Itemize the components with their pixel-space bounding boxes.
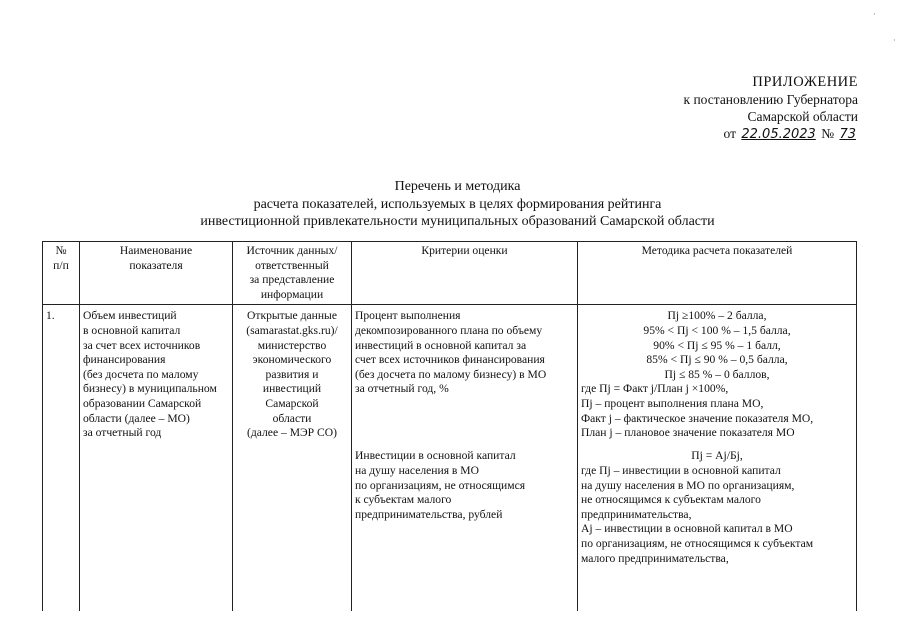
appendix-block — [684, 74, 858, 143]
text-line: Пj – процент выполнения плана МО, — [581, 396, 764, 410]
number-sign: № — [821, 126, 835, 141]
text-line: Инвестиции в основной капитал — [355, 449, 516, 463]
appendix-heading: ПРИЛОЖЕНИЕ — [752, 74, 858, 90]
date-prefix: от — [723, 126, 736, 141]
handwritten-number: 73 — [839, 127, 856, 142]
text-line: по организациям, не относящимся к субъектам — [581, 536, 814, 550]
text-line: № — [55, 244, 67, 257]
text-line: План j – плановое значение показателя МО — [581, 426, 795, 440]
method-text — [578, 305, 857, 446]
title-line: расчета показателей, используемых в целях формирования рейтинга — [253, 196, 662, 212]
header-indicator-name — [80, 242, 233, 305]
text-line: информации — [260, 287, 324, 301]
text-line: Процент выполнения — [355, 309, 461, 323]
appendix-line: Самарской области — [747, 109, 858, 124]
data-source — [233, 305, 352, 446]
text-line: 90% < Пj ≤ 95 % – 1 балл, — [653, 338, 781, 352]
method-text — [578, 445, 857, 611]
text-line: к субъектам малого — [355, 493, 452, 507]
criteria-text — [352, 445, 578, 611]
text-line: Критерии оценки — [421, 244, 508, 257]
text-line: Объем инвестиций — [83, 309, 177, 323]
text-line: Открытые данные — [247, 309, 337, 323]
text-line: инвестиций — [262, 382, 322, 396]
text-line: Факт j – фактическое значение показателя МО, — [581, 411, 814, 425]
indicators-table — [42, 241, 857, 611]
text-line: декомпозированного плана по объему — [355, 323, 543, 337]
method-definitions — [581, 464, 853, 566]
text-line: Источник данных/ — [246, 244, 338, 257]
indicator-name — [80, 305, 233, 446]
method-formula — [581, 449, 853, 464]
appendix-date-line — [684, 125, 858, 143]
text-line: где Пj = Факт j/План j ×100%, — [581, 382, 729, 396]
method-definitions — [581, 382, 853, 440]
text-line: Аj – инвестиции в основной капитал в МО — [581, 522, 793, 536]
text-line: счет всех источников финансирования — [355, 353, 545, 367]
text-line: где Пj – инвестиции в основной капитал — [581, 463, 781, 477]
method-scale — [581, 309, 853, 382]
header-data-source — [233, 242, 352, 305]
text-line: инвестиций в основной капитал за — [355, 338, 527, 352]
text-line: предпринимательства, рублей — [355, 507, 503, 521]
text-line: на душу населения в МО по организациям, — [581, 478, 795, 492]
text-line: показателя — [129, 258, 183, 272]
text-line: за представление — [249, 273, 335, 287]
header-criteria — [352, 242, 578, 305]
text-line: Наименование — [119, 244, 193, 257]
title-line: инвестиционной привлекательности муниципальных образований Самарской области — [200, 214, 715, 229]
text-line: (samarastat.gks.ru)/ — [246, 323, 338, 337]
text-line: п/п — [53, 258, 69, 272]
table-row — [43, 305, 857, 446]
document-title — [0, 178, 915, 231]
header-method — [578, 242, 857, 305]
table-row — [43, 445, 857, 611]
scan-speck: · — [893, 36, 896, 45]
text-line: (без досчета по малому бизнесу) в МО — [355, 367, 547, 381]
text-line: развития и — [265, 367, 319, 381]
indicator-name — [80, 445, 233, 611]
text-line: предпринимательства, — [581, 507, 692, 521]
text-line: Методика расчета показателей — [641, 244, 793, 257]
text-line: Пj ≥100% – 2 балла, — [667, 309, 767, 323]
text-line: области — [272, 411, 312, 425]
text-line: финансирования — [83, 353, 166, 367]
row-number: 1. — [43, 305, 80, 446]
text-line: Пj = Аj/Бj, — [691, 449, 743, 463]
text-line: образовании Самарской — [83, 396, 202, 410]
table-header-row — [43, 242, 857, 305]
scan-speck: · — [873, 10, 876, 19]
text-line: 85% < Пj ≤ 90 % – 0,5 балла, — [646, 353, 788, 367]
criteria-text — [352, 305, 578, 446]
row-number — [43, 445, 80, 611]
title-line: Перечень и методика — [394, 179, 521, 194]
text-line: Самарской — [265, 396, 319, 410]
handwritten-date: 22.05.2023 — [741, 127, 816, 142]
text-line: Пj ≤ 85 % – 0 баллов, — [664, 367, 770, 381]
text-line: (далее – МЭР СО) — [247, 426, 337, 440]
text-line: ответственный — [255, 258, 329, 272]
appendix-line: к постановлению Губернатора — [683, 92, 858, 107]
text-line: за отчетный год, % — [355, 382, 449, 396]
text-line: 95% < Пj < 100 % – 1,5 балла, — [643, 323, 791, 337]
text-line: области (далее – МО) — [83, 411, 190, 425]
text-line: за отчетный год — [83, 426, 162, 440]
text-line: бизнесу) в муниципальном — [83, 382, 217, 396]
text-line: министерство — [257, 338, 327, 352]
text-line: по организациям, не относящимся — [355, 478, 526, 492]
text-line: в основной капитал — [83, 323, 181, 337]
text-line: (без досчета по малому — [83, 367, 199, 381]
text-line: на душу населения в МО — [355, 463, 479, 477]
data-source — [233, 445, 352, 611]
text-line: не относящимся к субъектам малого — [581, 493, 761, 507]
header-number — [43, 242, 80, 305]
text-line: за счет всех источников — [83, 338, 201, 352]
text-line: экономического — [252, 353, 332, 367]
text-line: малого предпринимательства, — [581, 551, 729, 565]
